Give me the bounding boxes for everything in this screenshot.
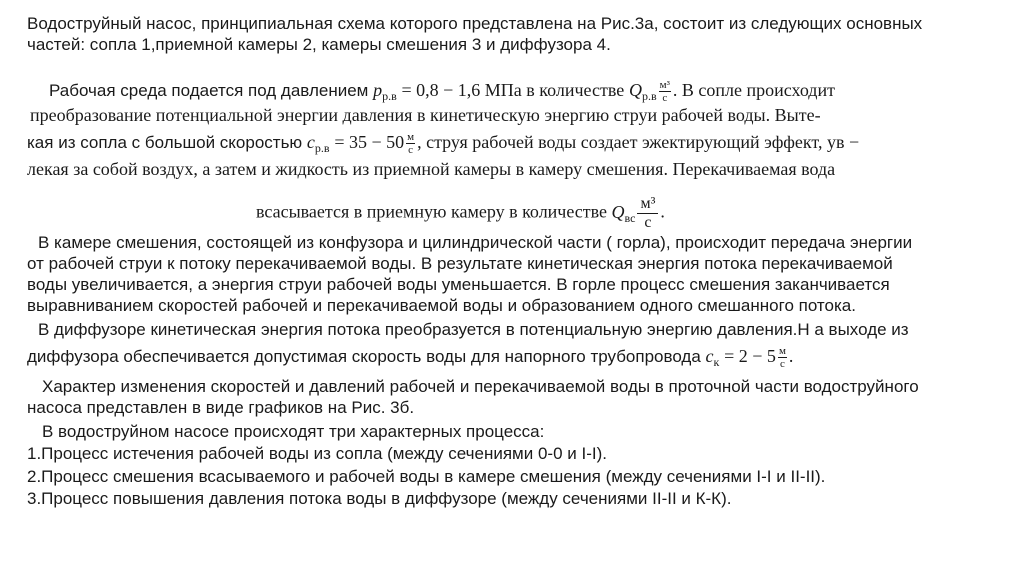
pressure-range: = 0,8 − 1,6 МПа в количестве bbox=[401, 79, 625, 100]
unit-fraction: $\frac{м}{с}$ bbox=[778, 345, 786, 370]
text-segment: . bbox=[788, 345, 794, 366]
flow-symbol: $Q_{р.в}$ bbox=[628, 79, 657, 103]
list-item: 2.Процесс смешения всасываемого и рабочей воды в камере смешения (между сечениями I-I и II-II). bbox=[27, 467, 826, 486]
unit-fraction: $\frac{\text{м³}}{с}$ bbox=[659, 79, 670, 104]
paragraph-5-line-1: Характер изменения скоростей и давлений рабочей и перекачиваемой воды в проточной части водоструйного bbox=[42, 377, 919, 396]
text-segment: Рабочая среда подается под давлением bbox=[49, 80, 369, 100]
text-segment: кая из сопла с большой скоростью bbox=[27, 132, 303, 152]
outlet-velocity-symbol: $c_к$ bbox=[705, 345, 720, 369]
paragraph-3-line-4: выравниванием скоростей рабочей и перекачиваемой воды и образованием одного смешанного потока. bbox=[27, 296, 856, 315]
text-segment: всасывается в приемную камеру в количестве bbox=[256, 201, 608, 222]
paragraph-1-line-1: Водоструйный насос, принципиальная схема которого представлена на Рис.3а, состоит из следующих основных bbox=[27, 14, 923, 33]
paragraph-2-line-2: преобразование потенциальной энергии давления в кинетическую энергию струи рабочей воды. Выте- bbox=[30, 105, 821, 125]
text-segment: диффузора обеспечивается допустимая скорость воды для напорного трубопровода bbox=[27, 346, 701, 366]
paragraph-2-line-5 bbox=[256, 195, 665, 232]
text-segment: , струя рабочей воды создает эжектирующий эффект, ув − bbox=[417, 131, 860, 152]
paragraph-1-line-2: частей: сопла 1,приемной камеры 2, камеры смешения 3 и диффузора 4. bbox=[27, 35, 611, 54]
list-item: 1.Процесс истечения рабочей воды из сопла (между сечениями 0-0 и I-I). bbox=[27, 444, 607, 463]
list-item: 3.Процесс повышения давления потока воды в диффузоре (между сечениями II-II и К-К). bbox=[27, 489, 732, 508]
paragraph-3-line-1: В камере смешения, состоящей из конфузора и цилиндрической части ( горла), происходит передача энергии bbox=[38, 233, 913, 252]
velocity-symbol: $c_{р.в}$ bbox=[306, 131, 330, 155]
paragraph-3-line-3: воды увеличивается, а энергия струи рабочей воды уменьшается. В горле процесс смешения заканчивается bbox=[27, 275, 890, 294]
paragraph-5-line-2: насоса представлен в виде графиков на Рис. 3б. bbox=[27, 398, 415, 417]
paragraph-4-line-1: В диффузоре кинетическая энергия потока преобразуется в потенциальную энергию давления.Н а выходе из bbox=[38, 320, 909, 339]
velocity-range: = 35 − 50 bbox=[334, 131, 405, 152]
pressure-symbol: $p_{р.в}$ bbox=[373, 79, 397, 103]
unit-fraction: $\frac{м}{с}$ bbox=[407, 131, 415, 156]
velocity-range: = 2 − 5 bbox=[724, 345, 776, 366]
text-segment: . bbox=[660, 201, 665, 222]
suction-flow-symbol: $Q_{вс}$ bbox=[611, 201, 636, 225]
unit-fraction: $\frac{\text{м³}}{с}$ bbox=[637, 195, 658, 232]
text-segment: . В сопле происходит bbox=[672, 79, 835, 100]
paragraph-3-line-2: от рабочей струи к потоку перекачиваемой воды. В результате кинетическая энергия потока перекачиваемой bbox=[27, 254, 893, 273]
paragraph-4-line-2 bbox=[27, 345, 793, 370]
paragraph-2-line-3 bbox=[27, 131, 859, 156]
paragraph-2-line-1 bbox=[49, 79, 835, 104]
process-list-intro: В водоструйном насосе происходят три характерных процесса: bbox=[42, 422, 545, 441]
paragraph-2-line-4: лекая за собой воздух, а затем и жидкость из приемной камеры в камеру смешения. Перекачиваемая вода bbox=[27, 159, 836, 179]
